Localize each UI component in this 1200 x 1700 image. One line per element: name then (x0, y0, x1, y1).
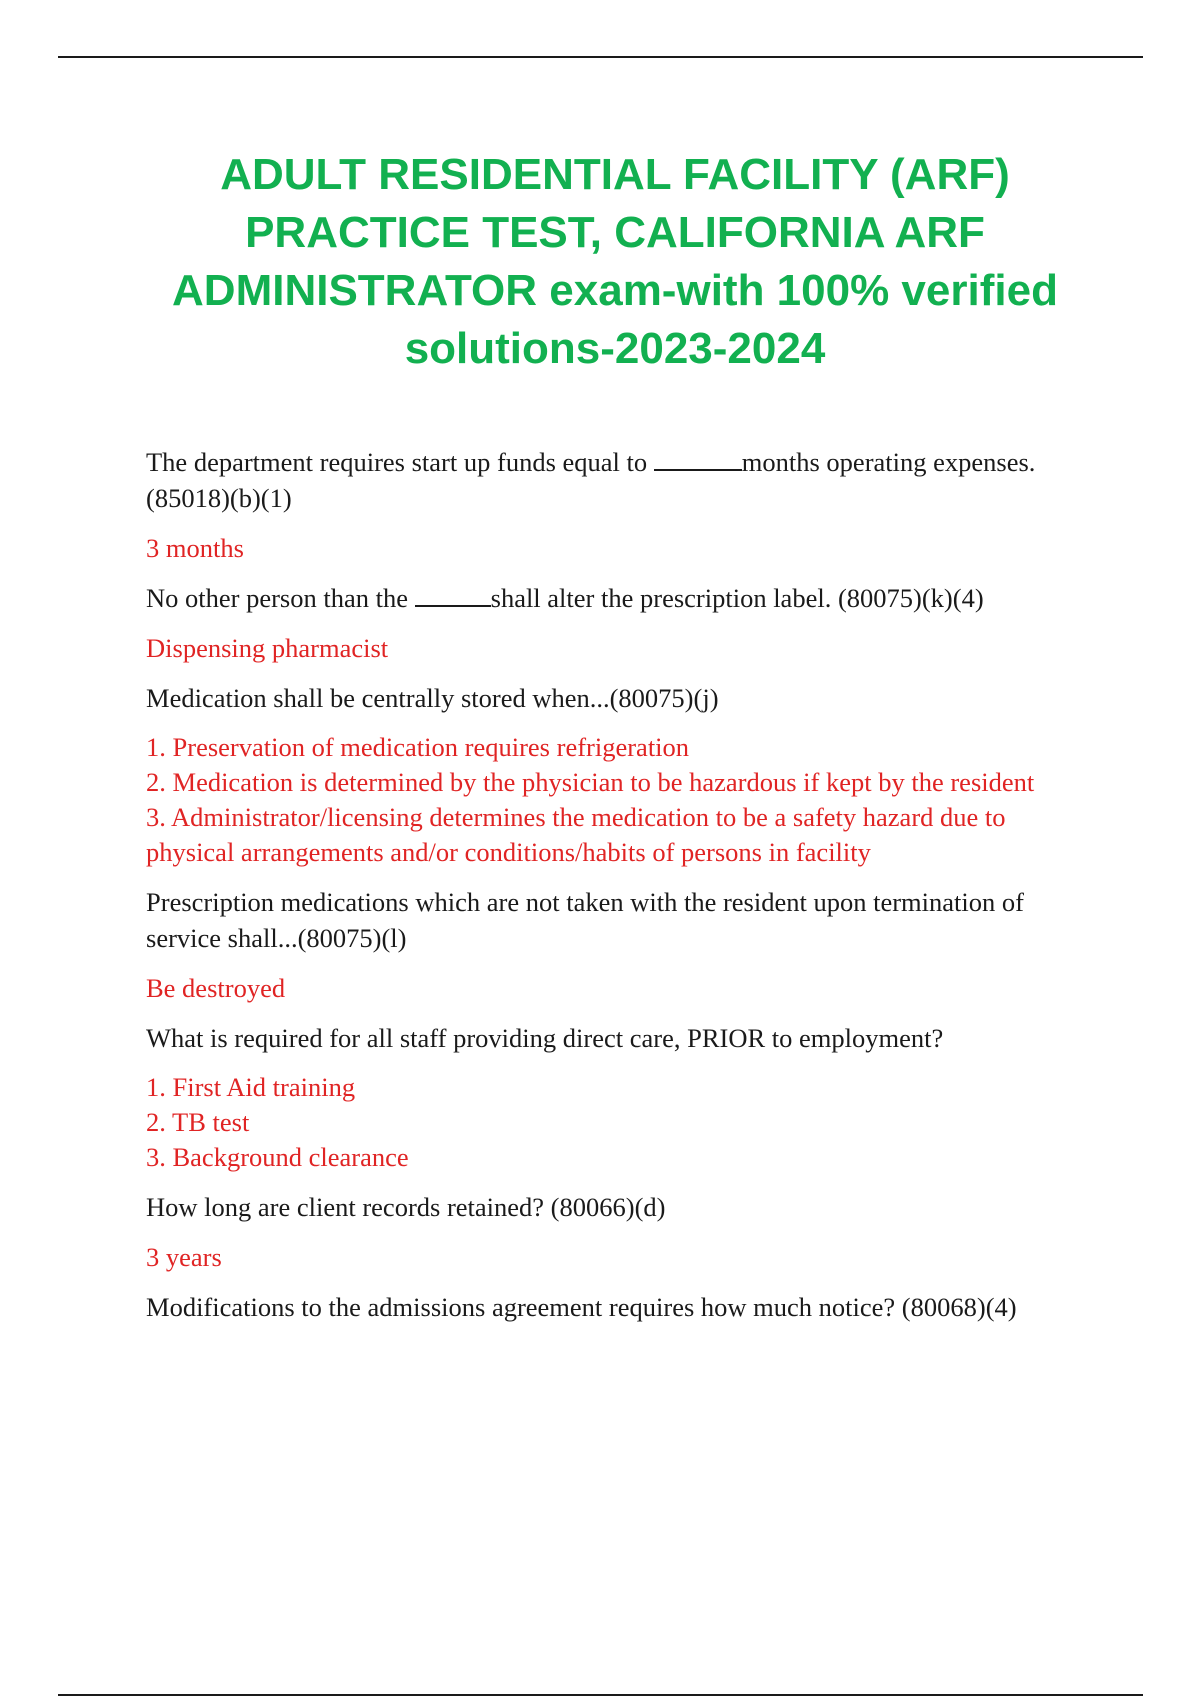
question-6: How long are client records retained? (80066)(d) (146, 1192, 666, 1222)
question-4: Prescription medications which are not taken with the resident upon termination of service shall...(80075)(l) (146, 887, 1024, 953)
question-text: months operating expenses. (85018)(b)(1) (146, 447, 1036, 513)
answer-2: Dispensing pharmacist (146, 633, 389, 663)
fill-in-blank (654, 445, 742, 471)
answer-5-list (146, 1070, 1086, 1175)
top-rule (58, 56, 1143, 58)
question-1 (146, 444, 1086, 516)
question-3: Medication shall be centrally stored when...(80075)(j) (146, 683, 719, 713)
title-line: PRACTICE TEST, CALIFORNIA ARF (245, 208, 985, 257)
answer-list-item: 1. Preservation of medication requires refrigeration (146, 732, 690, 762)
answer-list-item: 3. Administrator/licensing determines the medication to be a safety hazard due to physical arrangements and/or conditions/habits of persons in facility (146, 802, 1006, 867)
question-text: shall alter the prescription label. (80075)(k)(4) (490, 583, 984, 613)
answer-3-list (146, 730, 1086, 870)
bottom-rule (58, 1694, 1143, 1696)
question-7: Modifications to the admissions agreement requires how much notice? (80068)(4) (146, 1292, 1017, 1322)
question-text: The department requires start up funds equal to (146, 447, 654, 477)
answer-1: 3 months (146, 533, 244, 563)
question-text: No other person than the (146, 583, 415, 613)
title-line: solutions-2023-2024 (404, 324, 826, 373)
answer-list-item: 3. Background clearance (146, 1142, 409, 1172)
document-title (120, 146, 1110, 378)
qa-content (146, 444, 1086, 1339)
answer-list-item: 1. First Aid training (146, 1072, 356, 1102)
answer-6: 3 years (146, 1242, 222, 1272)
question-2 (146, 580, 1086, 616)
answer-list-item: 2. Medication is determined by the physician to be hazardous if kept by the resident (146, 767, 1035, 797)
title-line: ADMINISTRATOR exam-with 100% verified (172, 266, 1058, 315)
answer-list-item: 2. TB test (146, 1107, 250, 1137)
answer-4: Be destroyed (146, 973, 286, 1003)
title-line: ADULT RESIDENTIAL FACILITY (ARF) (220, 150, 1010, 199)
question-5: What is required for all staff providing direct care, PRIOR to employment? (146, 1023, 944, 1053)
fill-in-blank (415, 581, 491, 607)
